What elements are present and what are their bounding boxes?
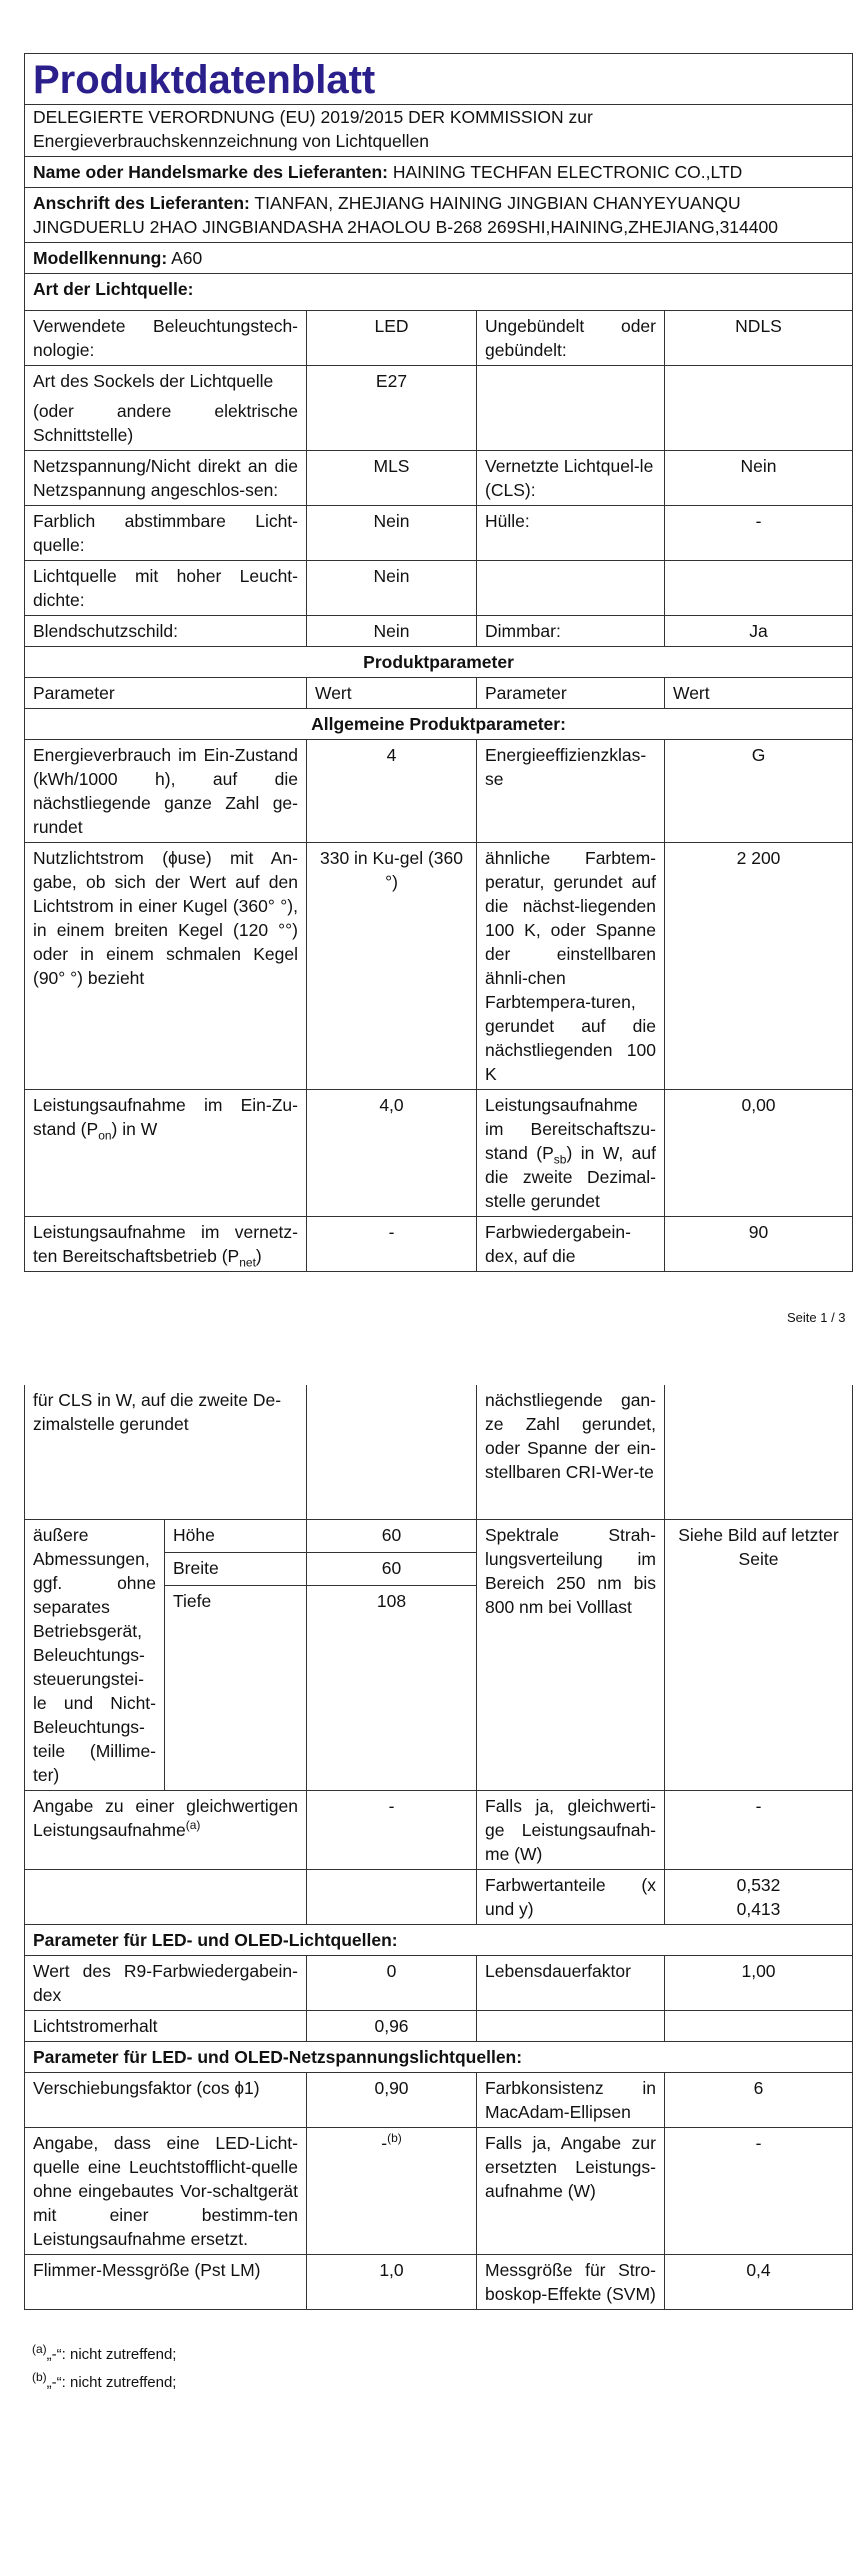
equivalent-power-label <box>25 1791 307 1870</box>
mains-label: Netzspannung/Nicht direkt an die Netzspannung angeschlos-sen: <box>25 451 307 506</box>
depth-value: 108 <box>307 1586 477 1791</box>
cap-value: E27 <box>307 366 477 451</box>
color-tunable-label: Farblich abstimmbare Licht-quelle: <box>25 506 307 561</box>
row-flux <box>25 843 853 1090</box>
row-networked-standby-part-1 <box>25 1217 853 1272</box>
cap-label-line-2: (oder andere elektrische Schnittstelle) <box>33 401 298 445</box>
cls-label: Vernetzte Lichtquel-le (CLS): <box>477 451 665 506</box>
dimmable-value: Ja <box>665 616 853 647</box>
supplier-name-cell <box>25 157 853 188</box>
product-params-heading: Produktparameter <box>25 647 853 678</box>
row-equivalent-power <box>25 1791 853 1870</box>
led-params-header <box>25 1925 853 1956</box>
depth-label: Tiefe <box>165 1586 307 1791</box>
row-shield <box>25 616 853 647</box>
col-header-parameter: Parameter <box>25 678 307 709</box>
title-row <box>25 54 853 105</box>
cri-label: Farbwiedergabein-dex, auf die <box>477 1217 665 1272</box>
empty-cell <box>307 1870 477 1925</box>
model-label: Modellkennung: <box>33 248 168 268</box>
regulation-text: DELEGIERTE VERORDNUNG (EU) 2019/2015 DER KOMMISSION zur Energieverbrauchskennzeichnung von Lichtquellen <box>25 105 853 157</box>
standby-power-unit: ) in W, auf die zweite Dezimal-stelle gerundet <box>485 1143 656 1211</box>
footnote-b-mark: (b) <box>32 2370 47 2384</box>
empty-cell <box>477 2011 665 2042</box>
replacement-claim-dash: - <box>381 2133 388 2153</box>
shield-value: Nein <box>307 616 477 647</box>
general-params-header <box>25 709 853 740</box>
mains-led-params-header <box>25 2042 853 2073</box>
supplier-address-value: TIANFAN, ZHEJIANG HAINING JINGBIAN CHANYEYUANQU JINGDUERLU 2HAO JINGBIANDASHA 2HAOLOU B-268 269SHI,HAINING,ZHEJIANG,314400 <box>33 193 778 237</box>
row-flicker <box>25 2255 853 2310</box>
networked-standby-close: ) <box>255 1246 262 1266</box>
envelope-label: Hülle: <box>477 506 665 561</box>
width-label: Breite <box>165 1553 307 1586</box>
empty-cell <box>25 1870 307 1925</box>
supplier-name-value: HAINING TECHFAN ELECTRONIC CO.,LTD <box>392 162 743 182</box>
footnote-ref-a: (a) <box>185 1818 201 1833</box>
colour-consistency-label: Farbkonsistenz in MacAdam-Ellipsen <box>477 2073 665 2128</box>
lumen-maintenance-label: Lichtstromerhalt <box>25 2011 307 2042</box>
on-mode-power-value: 4,0 <box>307 1090 477 1217</box>
general-params-heading: Allgemeine Produktparameter: <box>25 709 853 740</box>
model-cell <box>25 243 853 274</box>
useful-flux-label: Nutzlichtstrom (ɸuse) mit An-gabe, ob sich der Wert auf den Lichtstrom in einer Kugel (360° °), in einem breiten Kegel (120 °°) oder in einem schmalen Kegel (90° °) bezieht <box>25 843 307 1090</box>
page-number: Seite 1 / 3 <box>787 1310 846 1325</box>
r9-label: Wert des R9-Farbwiedergabein-dex <box>25 1956 307 2011</box>
high-luminance-label: Lichtquelle mit hoher Leucht-dichte: <box>25 561 307 616</box>
empty-cell <box>665 1385 853 1520</box>
column-header-row <box>25 678 853 709</box>
on-mode-power-subscript: on <box>98 1128 112 1143</box>
energy-class-label: Energieeffizienzklas-se <box>477 740 665 843</box>
envelope-value: - <box>665 506 853 561</box>
replaced-power-label: Falls ja, Angabe zur ersetzten Leistungs-aufnahme (W) <box>477 2128 665 2255</box>
standby-power-text: Leistungsaufnahme im Bereitschaftszu-stand (P <box>485 1095 656 1163</box>
standby-power-value: 0,00 <box>665 1090 853 1217</box>
color-tunable-value: Nein <box>307 506 477 561</box>
footnote-b-text: „-“: nicht zutreffend; <box>46 2374 177 2391</box>
row-displacement-factor <box>25 2073 853 2128</box>
cri-value: 90 <box>665 1217 853 1272</box>
supplier-address-row <box>25 188 853 243</box>
equivalent-power-watt-value: - <box>665 1791 853 1870</box>
standby-power-label <box>477 1090 665 1217</box>
supplier-address-label: Anschrift des Lieferanten: <box>33 193 250 213</box>
cap-label <box>25 366 307 451</box>
replacement-claim-value <box>307 2128 477 2255</box>
row-dims-height <box>25 1520 853 1553</box>
light-source-type-header <box>25 274 853 311</box>
replaced-power-value: - <box>665 2128 853 2255</box>
survival-factor-label: Lebensdauerfaktor <box>477 1956 665 2011</box>
shield-label: Blendschutzschild: <box>25 616 307 647</box>
row-cap <box>25 366 853 451</box>
footnote-a-text: „-“: nicht zutreffend; <box>46 2346 177 2363</box>
networked-standby-value: - <box>307 1217 477 1272</box>
cap-label-line-1: Art des Sockels der Lichtquelle <box>33 371 274 391</box>
useful-flux-value: 330 in Ku-gel (360 °) <box>307 843 477 1090</box>
footnote-a-mark: (a) <box>32 2342 47 2356</box>
spectral-distribution-label: Spektrale Strah-lungsverteilung im Bereich 250 nm bis 800 nm bei Volllast <box>477 1520 665 1791</box>
supplier-name-row <box>25 157 853 188</box>
dimensions-label: äußere Abmessungen, ggf. ohne separates Betriebsgerät, Beleuchtungs-steuerungstei-le und Nicht-Beleuchtungs-teile (Millime-ter) <box>25 1520 165 1791</box>
equivalent-power-watt-label: Falls ja, gleichwerti-ge Leistungsaufnah-me (W) <box>477 1791 665 1870</box>
networked-standby-label-cont: für CLS in W, auf die zweite De-zimalstelle gerundet <box>25 1385 307 1520</box>
equivalent-power-text: Angabe zu einer gleichwertigen Leistungsaufnahme <box>33 1796 298 1840</box>
col-header-parameter: Parameter <box>477 678 665 709</box>
high-luminance-value: Nein <box>307 561 477 616</box>
width-value: 60 <box>307 1553 477 1586</box>
row-chromaticity <box>25 1870 853 1925</box>
cct-value: 2 200 <box>665 843 853 1090</box>
footnote-b <box>32 2370 177 2391</box>
led-params-heading: Parameter für LED- und OLED-Lichtquellen: <box>25 1925 853 1956</box>
row-high-luminance <box>25 561 853 616</box>
networked-standby-text: Leistungsaufnahme im vernetz-ten Bereitschaftsbetrieb (P <box>33 1222 298 1266</box>
energy-consumption-label: Energieverbrauch im Ein-Zustand (kWh/1000 h), auf die nächstliegende ganze Zahl ge-rundet <box>25 740 307 843</box>
colour-consistency-value: 6 <box>665 2073 853 2128</box>
row-power-on <box>25 1090 853 1217</box>
col-header-value: Wert <box>665 678 853 709</box>
stroboscopic-value: 0,4 <box>665 2255 853 2310</box>
footnote-ref-b: (b) <box>387 2131 402 2146</box>
r9-value: 0 <box>307 1956 477 2011</box>
chromaticity-value <box>665 1870 853 1925</box>
chromaticity-y: 0,413 <box>736 1899 781 1919</box>
technology-value: LED <box>307 311 477 366</box>
cls-value: Nein <box>665 451 853 506</box>
height-label: Höhe <box>165 1520 307 1553</box>
row-energy <box>25 740 853 843</box>
row-replacement <box>25 2128 853 2255</box>
equivalent-power-value: - <box>307 1791 477 1870</box>
chromaticity-x: 0,532 <box>736 1875 781 1895</box>
row-networked-standby-part-2 <box>25 1385 853 1520</box>
empty-cell <box>307 1385 477 1520</box>
energy-class-value: G <box>665 740 853 843</box>
focus-value: NDLS <box>665 311 853 366</box>
networked-standby-label <box>25 1217 307 1272</box>
regulation-row <box>25 105 853 157</box>
flicker-value: 1,0 <box>307 2255 477 2310</box>
supplier-name-label: Name oder Handelsmarke des Lieferanten: <box>33 162 388 182</box>
spectral-distribution-value: Siehe Bild auf letzter Seite <box>665 1520 853 1791</box>
replacement-claim-label: Angabe, dass eine LED-Licht-quelle eine Leuchtstofflicht-quelle ohne eingebautes Vor-schaltgerät mit einer bestimm-ten Leistungsaufnahme ersetzt. <box>25 2128 307 2255</box>
displacement-factor-label: Verschiebungsfaktor (cos ɸ1) <box>25 2073 307 2128</box>
height-value: 60 <box>307 1520 477 1553</box>
empty-cell <box>477 561 665 616</box>
light-source-type-heading: Art der Lichtquelle: <box>25 274 853 311</box>
on-mode-power-text: Leistungsaufnahme im Ein-Zu-stand (P <box>33 1095 298 1139</box>
datasheet-table-page-1 <box>24 53 853 1272</box>
displacement-factor-value: 0,90 <box>307 2073 477 2128</box>
footnote-a <box>32 2342 177 2363</box>
flicker-label: Flimmer-Messgröße (Pst LM) <box>25 2255 307 2310</box>
mains-led-params-heading: Parameter für LED- und OLED-Netzspannungslichtquellen: <box>25 2042 853 2073</box>
row-mains <box>25 451 853 506</box>
cri-label-cont: nächstliegende gan-ze Zahl gerundet, oder Spanne der ein-stellbaren CRI-Wer-te <box>477 1385 665 1520</box>
dimmable-label: Dimmbar: <box>477 616 665 647</box>
row-lumen-maintenance <box>25 2011 853 2042</box>
stroboscopic-label: Messgröße für Stro-boskop-Effekte (SVM) <box>477 2255 665 2310</box>
mains-value: MLS <box>307 451 477 506</box>
datasheet-table-page-2 <box>24 1385 853 2310</box>
empty-cell <box>665 2011 853 2042</box>
empty-cell <box>477 366 665 451</box>
product-params-header <box>25 647 853 678</box>
row-r9 <box>25 1956 853 2011</box>
survival-factor-value: 1,00 <box>665 1956 853 2011</box>
on-mode-power-unit: ) in W <box>111 1119 158 1139</box>
model-row <box>25 243 853 274</box>
lumen-maintenance-value: 0,96 <box>307 2011 477 2042</box>
row-technology <box>25 311 853 366</box>
cct-label: ähnliche Farbtem-peratur, gerundet auf die nächst-liegenden 100 K, oder Spanne der einstellbaren ähnli-chen Farbtempera-turen, gerundet auf die nächstliegenden 100 K <box>477 843 665 1090</box>
on-mode-power-label <box>25 1090 307 1217</box>
focus-label: Ungebündelt oder gebündelt: <box>477 311 665 366</box>
empty-cell <box>665 366 853 451</box>
standby-power-subscript: sb <box>553 1152 567 1167</box>
empty-cell <box>665 561 853 616</box>
row-color-tunable <box>25 506 853 561</box>
energy-consumption-value: 4 <box>307 740 477 843</box>
chromaticity-label: Farbwertanteile (x und y) <box>477 1870 665 1925</box>
model-value: A60 <box>171 248 203 268</box>
col-header-value: Wert <box>307 678 477 709</box>
networked-standby-subscript: net <box>239 1255 256 1270</box>
supplier-address-cell <box>25 188 853 243</box>
technology-label: Verwendete Beleuchtungstech-nologie: <box>25 311 307 366</box>
page-title: Produktdatenblatt <box>25 54 853 105</box>
